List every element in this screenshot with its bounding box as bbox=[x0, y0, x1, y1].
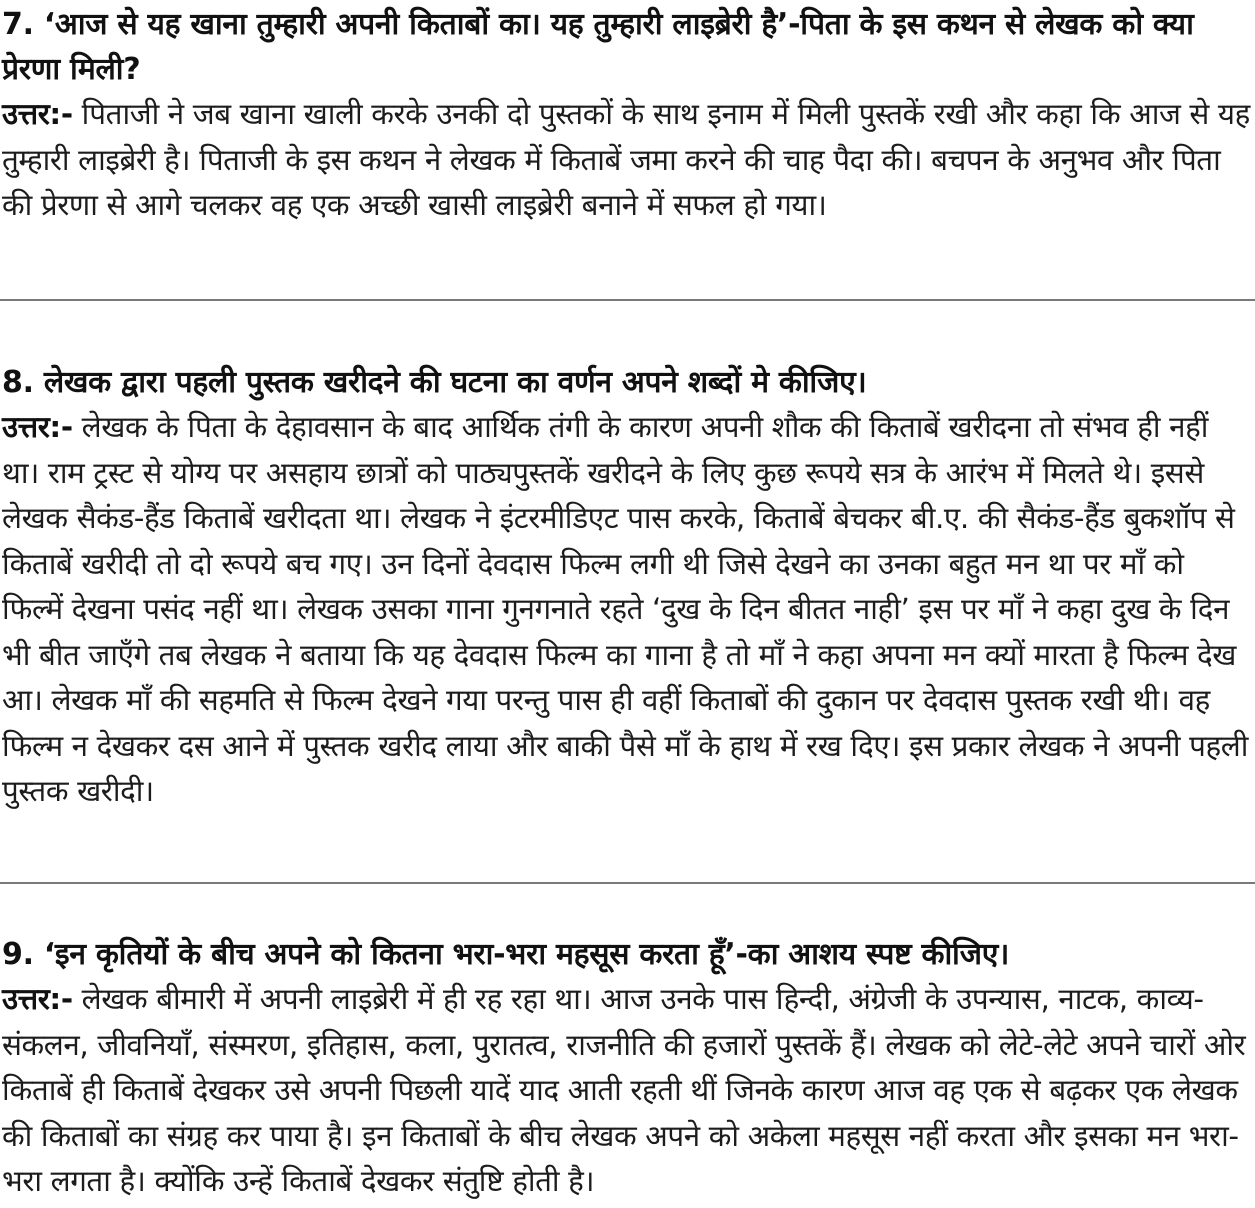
question-block-9 bbox=[2, 932, 1253, 1205]
section-divider bbox=[0, 299, 1255, 301]
answer-9-label: उत्तर:- bbox=[2, 982, 73, 1016]
answer-7-label: उत्तर:- bbox=[2, 97, 73, 131]
question-8-text: 8. लेखक द्वारा पहली पुस्तक खरीदने की घटना का वर्णन अपने शब्दों मे कीजिए। bbox=[2, 365, 867, 400]
answer-8-label: उत्तर:- bbox=[2, 410, 73, 444]
answer-9 bbox=[2, 977, 1253, 1205]
question-block-8 bbox=[2, 360, 1253, 815]
answer-7-text: पिताजी ने जब खाना खाली करके उनकी दो पुस्तकों के साथ इनाम में मिली पुस्तकें रखी और कहा कि आज से यह तुम्हारी लाइब्रेरी है। पिताजी के इस कथन ने लेखक में किताबें जमा करने की चाह पैदा की। बचपन के अनुभव और पिता की प्रेरणा से आगे चलकर वह एक अच्छी खासी लाइब्रेरी बनाने में सफल हो गया। bbox=[2, 97, 1250, 222]
answer-8 bbox=[2, 405, 1253, 815]
section-divider bbox=[0, 882, 1255, 884]
answer-9-text: लेखक बीमारी में अपनी लाइब्रेरी में ही रह रहा था। आज उनके पास हिन्दी, अंग्रेजी के उपन्यास, नाटक, काव्य-संकलन, जीवनियाँ, संस्मरण, इतिहास, कला, पुरातत्व, राजनीति की हजारों पुस्तकें हैं। लेखक को लेटे-लेटे अपने चारों ओर किताबें ही किताबें देखकर उसे अपनी पिछली यादें याद आती रहती थीं जिनके कारण आज वह एक से बढ़कर एक लेखक की किताबों का संग्रह कर पाया है। इन किताबों के बीच लेखक अपने को अकेला महसूस नहीं करता और इसका मन भरा-भरा लगता है। क्योंकि उन्हें किताबें देखकर संतुष्टि होती है। bbox=[2, 982, 1246, 1198]
answer-7 bbox=[2, 92, 1253, 229]
question-7-text: 7. ‘आज से यह खाना तुम्हारी अपनी किताबों का। यह तुम्हारी लाइब्रेरी है’-पिता के इस कथन से लेखक को क्या प्रेरणा मिली? bbox=[2, 7, 1194, 87]
question-9-text: 9. ‘इन कृतियों के बीच अपने को कितना भरा-भरा महसूस करता हूँ’-का आशय स्पष्ट कीजिए। bbox=[2, 937, 1010, 972]
answer-8-text: लेखक के पिता के देहावसान के बाद आर्थिक तंगी के कारण अपनी शौक की किताबें खरीदना तो संभव ही नहीं था। राम ट्रस्ट से योग्य पर असहाय छात्रों को पाठ्यपुस्तकें खरीदने के लिए कुछ रूपये सत्र के आरंभ में मिलते थे। इससे लेखक सैकंड-हैंड किताबें खरीदता था। लेखक ने इंटरमीडिएट पास करके, किताबें बेचकर बी.ए. की सैकंड-हैंड बुकशॉप से किताबें खरीदी तो दो रूपये बच गए। उन दिनों देवदास फिल्म लगी थी जिसे देखने का उनका बहुत मन था पर माँ को फिल्में देखना पसंद नहीं था। लेखक उसका गाना गुनगनाते रहते ‘दुख के दिन बीतत नाही’ इस पर माँ ने कहा दुख के दिन भी बीत जाएँगे तब लेखक ने बताया कि यह देवदास फिल्म का गाना है तो माँ ने कहा अपना मन क्यों मारता है फिल्म देख आ। लेखक माँ की सहमति से फिल्म देखने गया परन्तु पास ही वहीं किताबों की दुकान पर देवदास पुस्तक रखी थी। वह फिल्म न देखकर दस आने में पुस्तक खरीद लाया और बाकी पैसे माँ के हाथ में रख दिए। इस प्रकार लेखक ने अपनी पहली पुस्तक खरीदी। bbox=[2, 410, 1248, 808]
question-block-7 bbox=[2, 2, 1253, 229]
